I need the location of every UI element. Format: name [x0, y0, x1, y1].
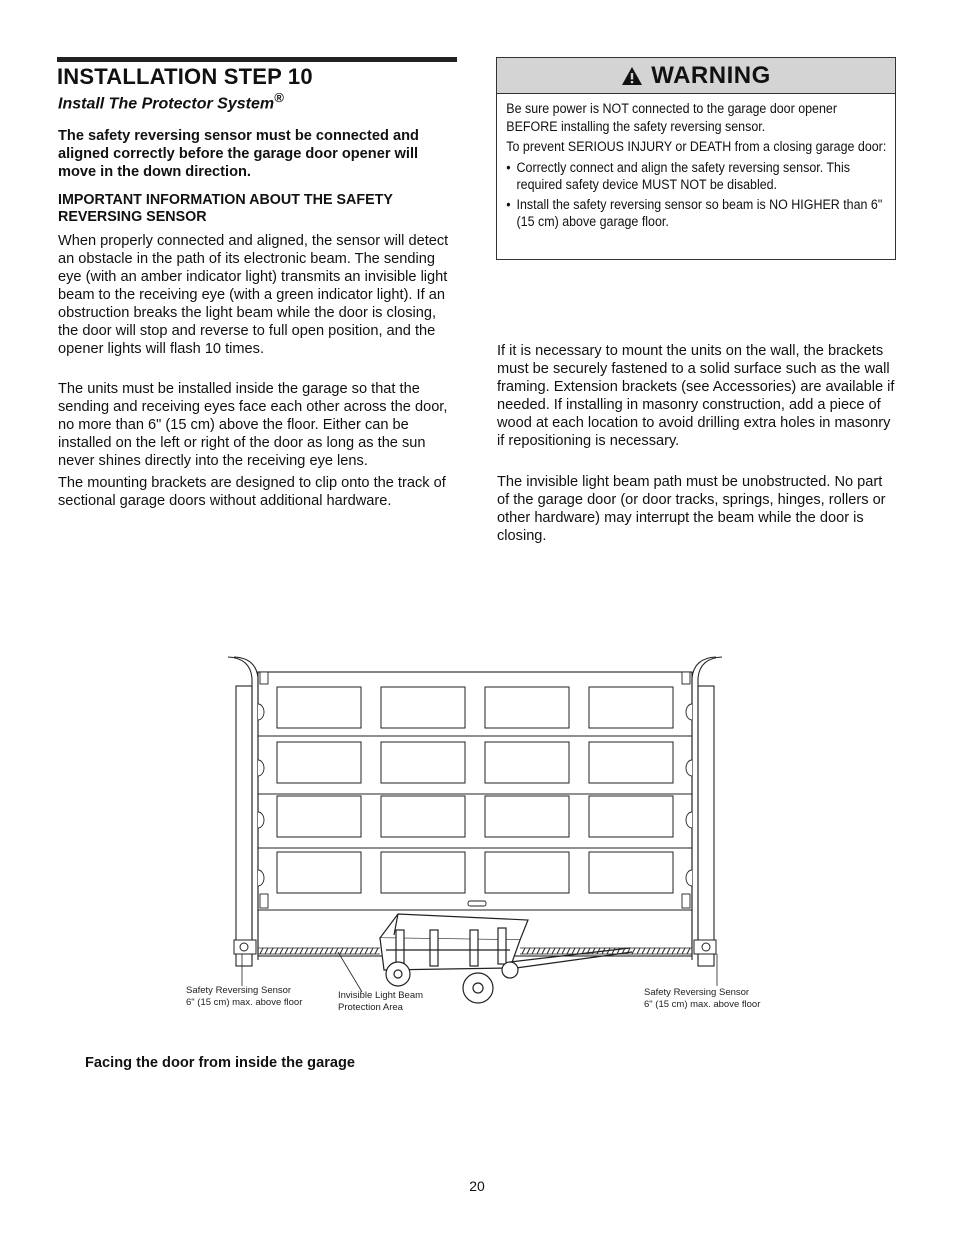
beam-hatch-mark	[667, 948, 670, 954]
beam-hatch-mark	[375, 948, 378, 954]
door-panel	[381, 852, 465, 893]
beam-hatch-mark	[260, 948, 263, 954]
callout-line: Invisible Light Beam	[338, 990, 424, 1001]
beam-hatch-mark	[567, 948, 570, 954]
beam-hatch-mark	[275, 948, 278, 954]
intro-text: The safety reversing sensor must be connected and aligned correctly before the garage door opener will move in the down direction.	[58, 128, 419, 180]
beam-hatch-mark	[557, 948, 560, 954]
beam-hatch-mark	[300, 948, 303, 954]
beam-hatch-mark	[270, 948, 273, 954]
body-paragraph: When properly connected and aligned, the sensor will detect an obstacle in the path of its electronic beam. The sending eye (with an amber indicator light) transmits an invisible light beam to the receiving eye (with a green indicator light). If an obstruction breaks the light beam while the door is closing, the door will stop and reverse to full open position, and the opener lights will flash 10 times.	[58, 233, 449, 357]
beam-hatch-mark	[537, 948, 540, 954]
beam-hatch-mark	[335, 948, 338, 954]
beam-hatch-mark	[265, 948, 268, 954]
beam-callout	[338, 990, 423, 1014]
beam-hatch-mark	[532, 948, 535, 954]
beam-hatch-mark	[355, 948, 358, 954]
beam-hatch-mark	[295, 948, 298, 954]
beam-hatch-mark	[290, 948, 293, 954]
door-panel	[485, 852, 569, 893]
diagram-caption: Facing the door from inside the garage	[85, 1055, 356, 1071]
garage-door-diagram	[180, 650, 770, 1020]
beam-hatch-mark	[370, 948, 373, 954]
important-heading: IMPORTANT INFORMATION ABOUT THE SAFETY REVERSING SENSOR	[58, 192, 393, 225]
step-subtitle: Install The Protector System®	[58, 90, 284, 113]
beam-hatch-mark	[285, 948, 288, 954]
beam-hatch-mark	[330, 948, 333, 954]
beam-hatch-mark	[345, 948, 348, 954]
beam-hatch-mark	[657, 948, 660, 954]
warning-triangle-icon	[621, 66, 643, 86]
body-paragraph: The mounting brackets are designed to clip onto the track of sectional garage doors without additional hardware.	[58, 475, 446, 509]
door-panel	[277, 852, 361, 893]
beam-hatch-mark	[360, 948, 363, 954]
warning-text: Be sure power is NOT connected to the garage door opener BEFORE installing the safety reversing sensor.	[506, 101, 837, 134]
beam-hatch-mark	[552, 948, 555, 954]
door-panel	[485, 796, 569, 837]
body-paragraph: If it is necessary to mount the units on the wall, the brackets must be securely fastened to a solid surface such as the wall framing. Extension brackets (see Accessories) are available if needed. If installing in masonry construction, add a piece of wood at each location to avoid drilling extra holes in masonry if repositioning is necessary.	[497, 343, 895, 449]
body-paragraph: The invisible light beam path must be unobstructed. No part of the garage door (or door tracks, springs, hinges, rollers or other hardware) may interrupt the beam while the door is closing.	[497, 474, 886, 544]
beam-hatch-mark	[340, 948, 343, 954]
beam-hatch-mark	[647, 948, 650, 954]
door-panel	[589, 742, 673, 783]
door-panel	[277, 687, 361, 728]
beam-hatch-mark	[320, 948, 323, 954]
callout-line: 6" (15 cm) max. above floor	[186, 997, 303, 1008]
beam-hatch-mark	[637, 948, 640, 954]
door-panel	[381, 687, 465, 728]
callout-line: 6" (15 cm) max. above floor	[644, 999, 761, 1010]
callout-line: Protection Area	[338, 1002, 403, 1013]
beam-hatch-mark	[527, 948, 530, 954]
beam-hatch-mark	[542, 948, 545, 954]
warning-box	[496, 57, 896, 260]
warning-list	[506, 159, 886, 231]
beam-hatch-mark	[325, 948, 328, 954]
beam-hatch-mark	[687, 948, 690, 954]
right-sensor-callout	[644, 987, 760, 1011]
beam-hatch-mark	[305, 948, 308, 954]
warning-text: To prevent SERIOUS INJURY or DEATH from a closing garage door:	[506, 139, 887, 154]
body-paragraph: The units must be installed inside the garage so that the sending and receiving eyes face each other across the door, no more than 6" (15 cm) above the floor. Either can be installed on the left or right of the door as long as the sun never shines directly into the receiving eye lens.	[58, 381, 448, 469]
door-panel	[485, 742, 569, 783]
door-panel	[277, 742, 361, 783]
door-panel	[277, 796, 361, 837]
header-rule	[57, 57, 457, 62]
beam-hatch-mark	[365, 948, 368, 954]
beam-hatch-mark	[662, 948, 665, 954]
door-panel	[589, 852, 673, 893]
callout-line: Safety Reversing Sensor	[186, 985, 292, 996]
beam-hatch-mark	[672, 948, 675, 954]
door-panel	[589, 796, 673, 837]
left-sensor-callout	[186, 985, 302, 1009]
beam-hatch-mark	[562, 948, 565, 954]
beam-hatch-mark	[632, 948, 635, 954]
warning-header	[497, 58, 895, 94]
registered-mark: ®	[274, 90, 284, 105]
beam-hatch-mark	[652, 948, 655, 954]
door-panel	[381, 796, 465, 837]
door-panel	[485, 687, 569, 728]
beam-hatch-mark	[572, 948, 575, 954]
callout-line: Safety Reversing Sensor	[644, 987, 750, 998]
beam-hatch-mark	[577, 948, 580, 954]
beam-hatch-mark	[642, 948, 645, 954]
beam-hatch-mark	[280, 948, 283, 954]
warning-bullet: • Install the safety reversing sensor so beam is NO HIGHER than 6" (15 cm) above garage floor.	[506, 196, 886, 231]
beam-hatch-mark	[612, 948, 615, 954]
page-number: 20	[469, 1178, 485, 1194]
beam-hatch-mark	[677, 948, 680, 954]
beam-hatch-mark	[315, 948, 318, 954]
beam-hatch-mark	[522, 948, 525, 954]
warning-bullet: • Correctly connect and align the safety reversing sensor. This required safety device MUST NOT be disabled.	[506, 159, 886, 194]
beam-hatch-mark	[592, 948, 595, 954]
warning-body	[497, 94, 896, 231]
step-title: INSTALLATION STEP 10	[57, 64, 313, 89]
door-panel	[381, 742, 465, 783]
beam-hatch-mark	[310, 948, 313, 954]
beam-hatch-mark	[547, 948, 550, 954]
beam-hatch-mark	[350, 948, 353, 954]
beam-hatch-mark	[682, 948, 685, 954]
door-panel	[589, 687, 673, 728]
warning-title: WARNING	[651, 61, 771, 89]
